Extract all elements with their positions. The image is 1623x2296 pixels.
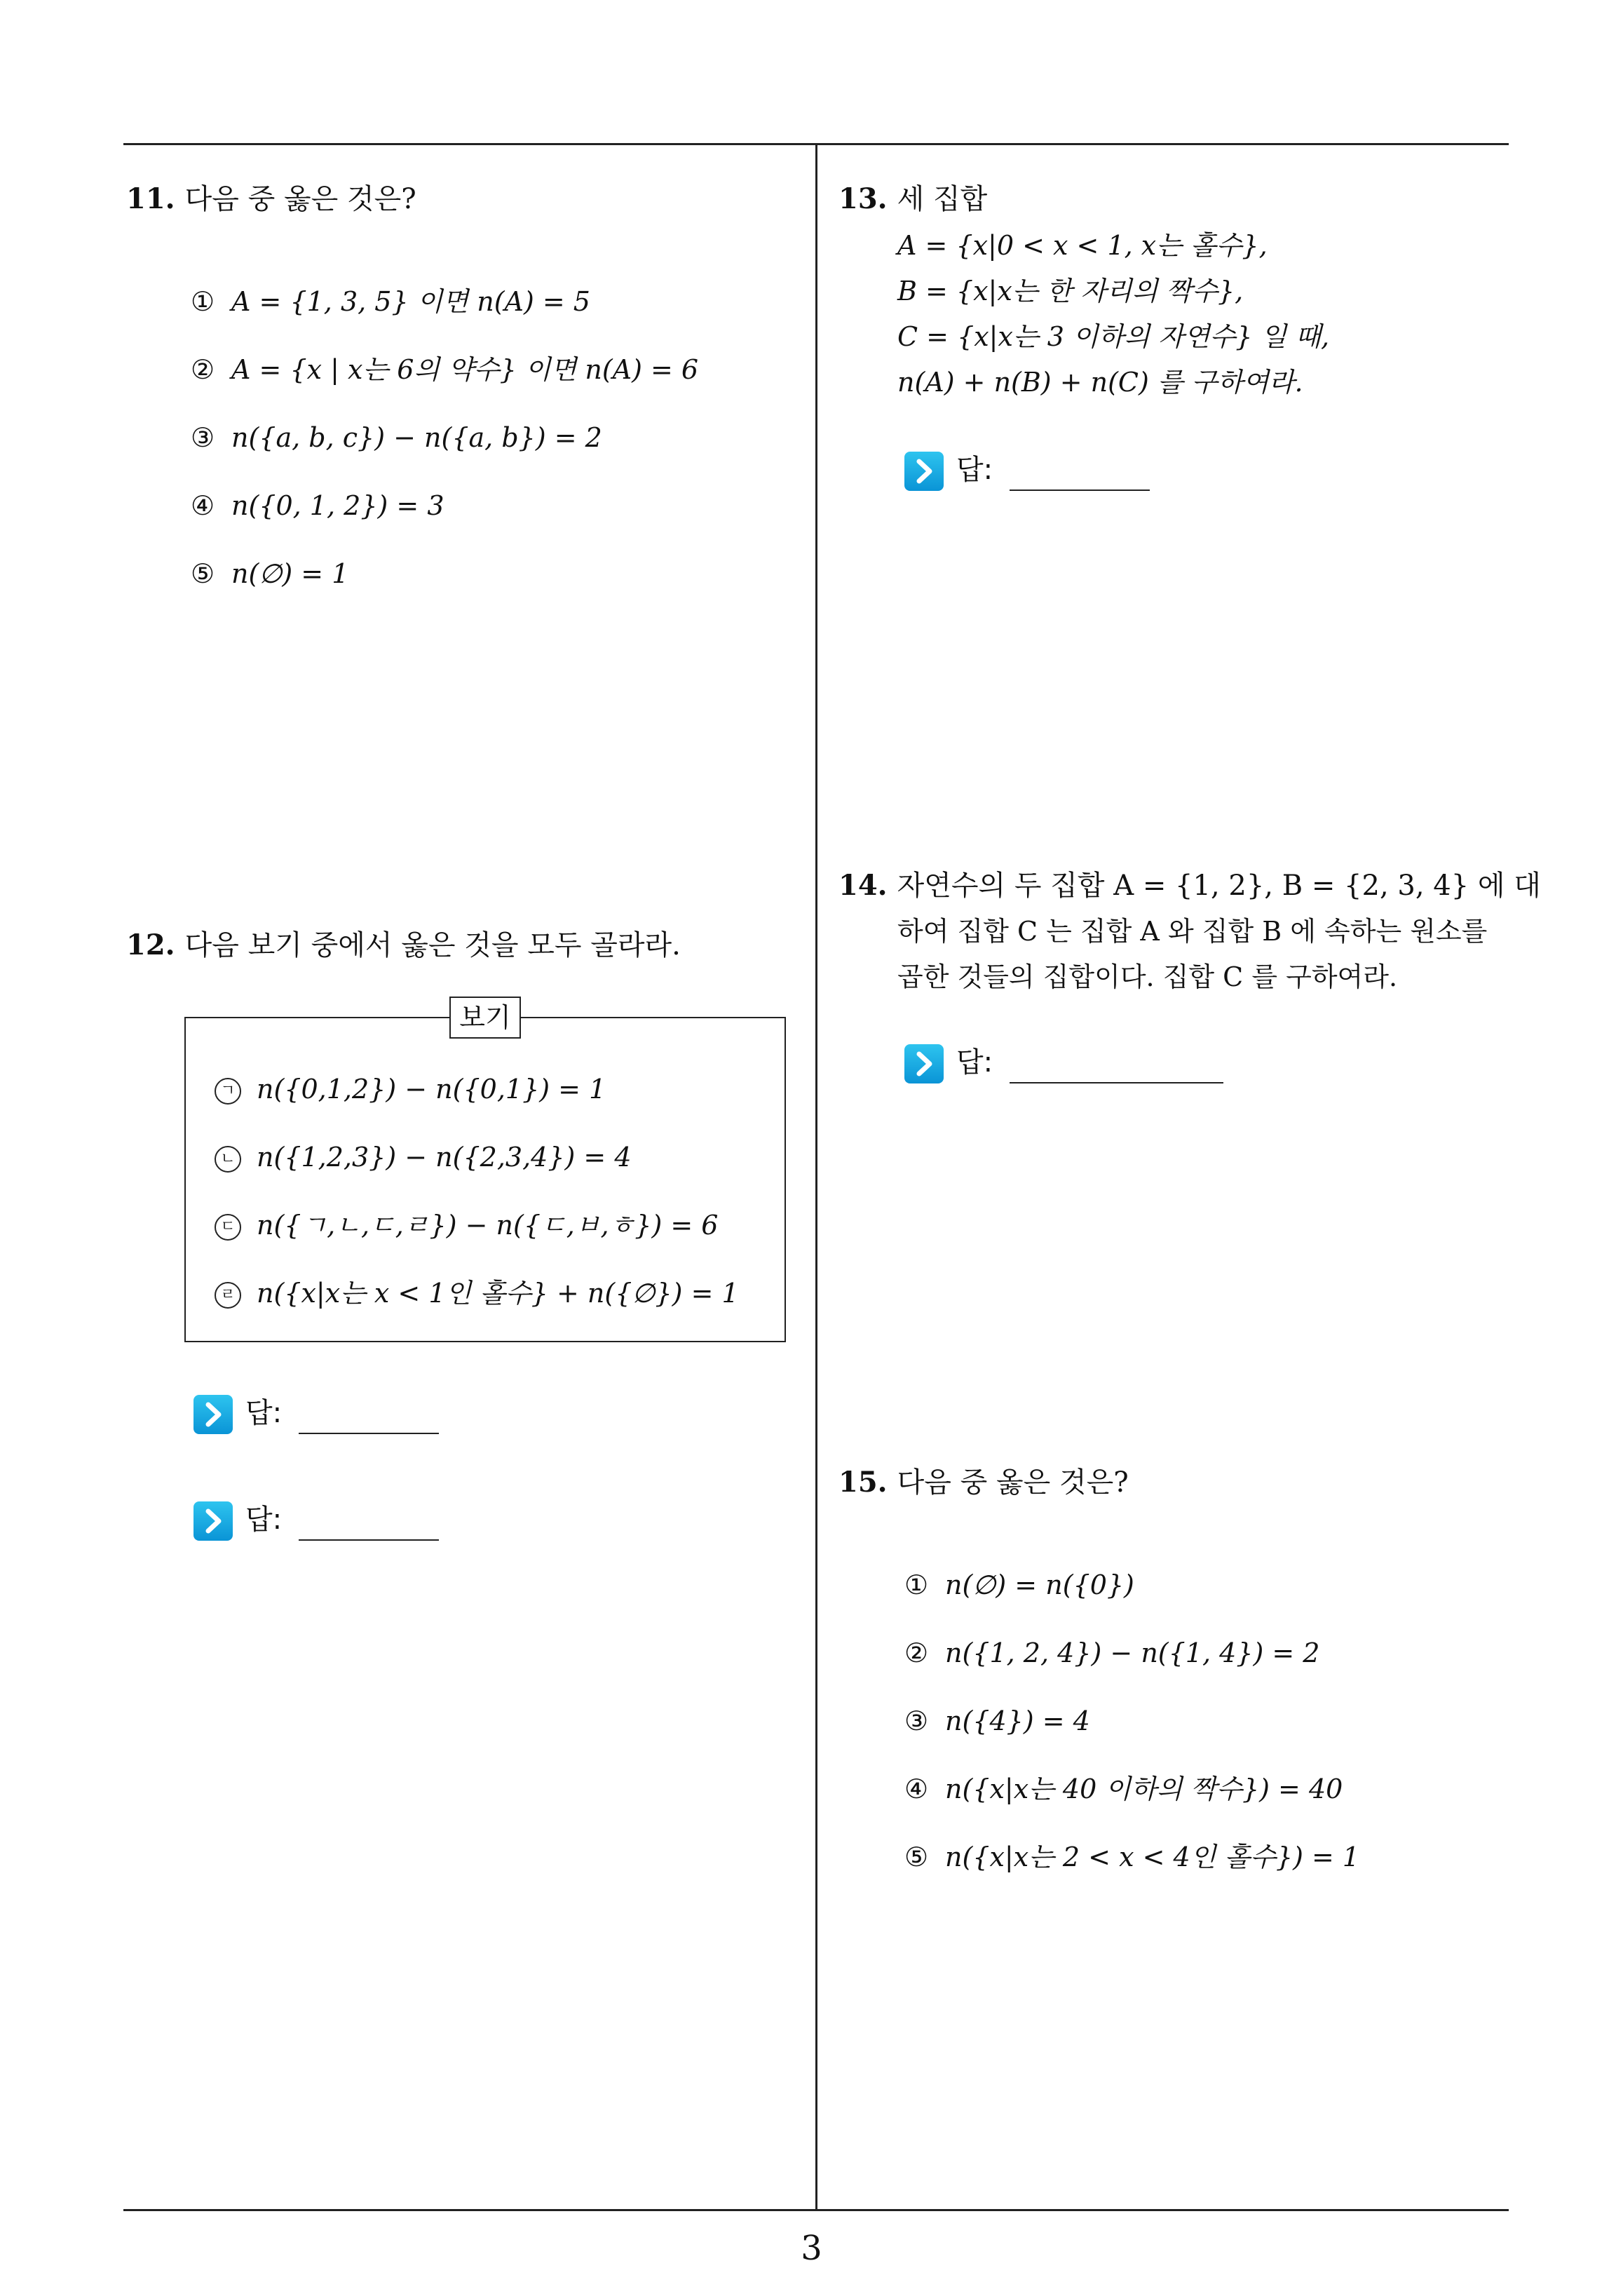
question-number: 14. xyxy=(838,869,888,902)
choice-mark: ② xyxy=(191,354,215,385)
question-13 xyxy=(838,180,987,219)
question-15 xyxy=(838,1463,1129,1502)
choice-mark: ④ xyxy=(191,490,215,521)
choice-text: n({4}) = 4 xyxy=(945,1706,1090,1736)
choice-4[interactable] xyxy=(904,1771,1343,1807)
question-12-header xyxy=(126,926,681,965)
answer-field[interactable] xyxy=(904,449,1150,494)
answer-label: 답: xyxy=(956,454,993,486)
choice-text: n({x|x는 40 이하의 짝수}) = 40 xyxy=(945,1774,1343,1804)
question-prompt: 다음 중 옳은 것은? xyxy=(897,1466,1129,1499)
bogi-item-2 xyxy=(215,1140,632,1175)
answer-field[interactable] xyxy=(193,1392,439,1437)
question-14-line-1 xyxy=(838,868,1541,903)
answer-field[interactable] xyxy=(193,1499,439,1544)
choice-mark: ⑤ xyxy=(904,1842,929,1872)
answer-blank[interactable] xyxy=(299,1539,439,1541)
bogi-item-3 xyxy=(215,1208,718,1243)
choice-mark: ① xyxy=(191,286,215,317)
question-13-header xyxy=(838,180,987,219)
answer-blank[interactable] xyxy=(1010,1082,1223,1083)
chevron-right-icon xyxy=(193,1501,233,1541)
choice-text: n({x|x는 2 < x < 4인 홀수}) = 1 xyxy=(945,1842,1360,1872)
answer-blank[interactable] xyxy=(299,1433,439,1434)
question-11 xyxy=(126,180,416,219)
choice-5[interactable] xyxy=(191,556,348,591)
question-number: 11. xyxy=(126,182,175,215)
question-instruction: n(A) + n(B) + n(C) 를 구하여라. xyxy=(897,367,1303,398)
question-11-header xyxy=(126,180,416,219)
answer-blank[interactable] xyxy=(1010,489,1150,491)
bogi-text: n({x|x는 x < 1인 홀수} + n({∅}) = 1 xyxy=(257,1278,739,1309)
chevron-right-icon xyxy=(904,452,944,491)
choice-mark: ① xyxy=(904,1569,929,1600)
choice-mark: ⑤ xyxy=(191,558,215,589)
choice-text: n({1, 2, 4}) − n({1, 4}) = 2 xyxy=(945,1637,1320,1668)
question-number: 12. xyxy=(126,928,175,961)
bottom-rule xyxy=(123,2209,1509,2211)
question-14-line-2: 하여 집합 C 는 집합 A 와 집합 B 에 속하는 원소를 xyxy=(897,916,1488,947)
question-number: 13. xyxy=(838,182,888,215)
choice-2[interactable] xyxy=(191,352,698,387)
set-definition: A = {x|0 < x < 1, x는 홀수}, xyxy=(897,230,1268,261)
choice-text: n({0, 1, 2}) = 3 xyxy=(231,490,444,521)
choice-text: A = {1, 3, 5} 이면 n(A) = 5 xyxy=(231,286,590,317)
bogi-title: 보기 xyxy=(449,997,521,1039)
answer-label: 답: xyxy=(956,1046,993,1079)
choice-1[interactable] xyxy=(191,284,590,319)
question-15-header xyxy=(838,1463,1129,1502)
set-definition: C = {x|x는 3 이하의 자연수} 일 때, xyxy=(897,321,1330,352)
choice-4[interactable] xyxy=(191,488,444,523)
question-12 xyxy=(126,926,681,965)
choice-mark: ③ xyxy=(904,1706,929,1736)
question-prompt: 다음 보기 중에서 옳은 것을 모두 골라라. xyxy=(184,929,681,961)
choice-5[interactable] xyxy=(904,1839,1359,1875)
choice-2[interactable] xyxy=(904,1635,1320,1670)
choice-3[interactable] xyxy=(191,420,602,455)
choice-mark: ② xyxy=(904,1637,929,1668)
bogi-text: n({1,2,3}) − n({2,3,4}) = 4 xyxy=(257,1142,632,1173)
choice-text: n(∅) = 1 xyxy=(231,558,349,589)
question-14-line-3: 곱한 것들의 집합이다. 집합 C 를 구하여라. xyxy=(897,961,1398,992)
circled-mark: ㄱ xyxy=(215,1078,241,1105)
set-definition: B = {x|x는 한 자리의 짝수}, xyxy=(897,276,1244,306)
choice-text: A = {x | x는 6의 약수} 이면 n(A) = 6 xyxy=(231,354,699,385)
choice-mark: ③ xyxy=(191,422,215,453)
choice-3[interactable] xyxy=(904,1703,1090,1738)
chevron-right-icon xyxy=(193,1395,233,1434)
circled-mark: ㄴ xyxy=(215,1146,241,1173)
question-prompt: 다음 중 옳은 것은? xyxy=(184,183,416,215)
choice-mark: ④ xyxy=(904,1774,929,1804)
question-prompt: 세 집합 xyxy=(897,183,988,215)
answer-label: 답: xyxy=(245,1504,283,1536)
choice-text: n({a, b, c}) − n({a, b}) = 2 xyxy=(231,422,602,453)
answer-label: 답: xyxy=(245,1397,283,1429)
page-number: 3 xyxy=(801,2229,822,2268)
bogi-text: n({0,1,2}) − n({0,1}) = 1 xyxy=(257,1074,606,1105)
answer-field[interactable] xyxy=(904,1041,1227,1086)
question-number: 15. xyxy=(838,1466,888,1499)
column-divider xyxy=(815,144,817,2210)
circled-mark: ㄷ xyxy=(215,1214,241,1241)
bogi-item-4 xyxy=(215,1276,739,1311)
circled-mark: ㄹ xyxy=(215,1282,241,1309)
chevron-right-icon xyxy=(904,1044,944,1083)
bogi-item-1 xyxy=(215,1072,606,1107)
choice-text: n(∅) = n({0}) xyxy=(945,1569,1134,1600)
choice-1[interactable] xyxy=(904,1567,1134,1602)
bogi-text: n({ㄱ,ㄴ,ㄷ,ㄹ}) − n({ㄷ,ㅂ,ㅎ}) = 6 xyxy=(257,1210,719,1241)
question-text: 자연수의 두 집합 A = {1, 2}, B = {2, 3, 4} 에 대 xyxy=(897,870,1541,902)
